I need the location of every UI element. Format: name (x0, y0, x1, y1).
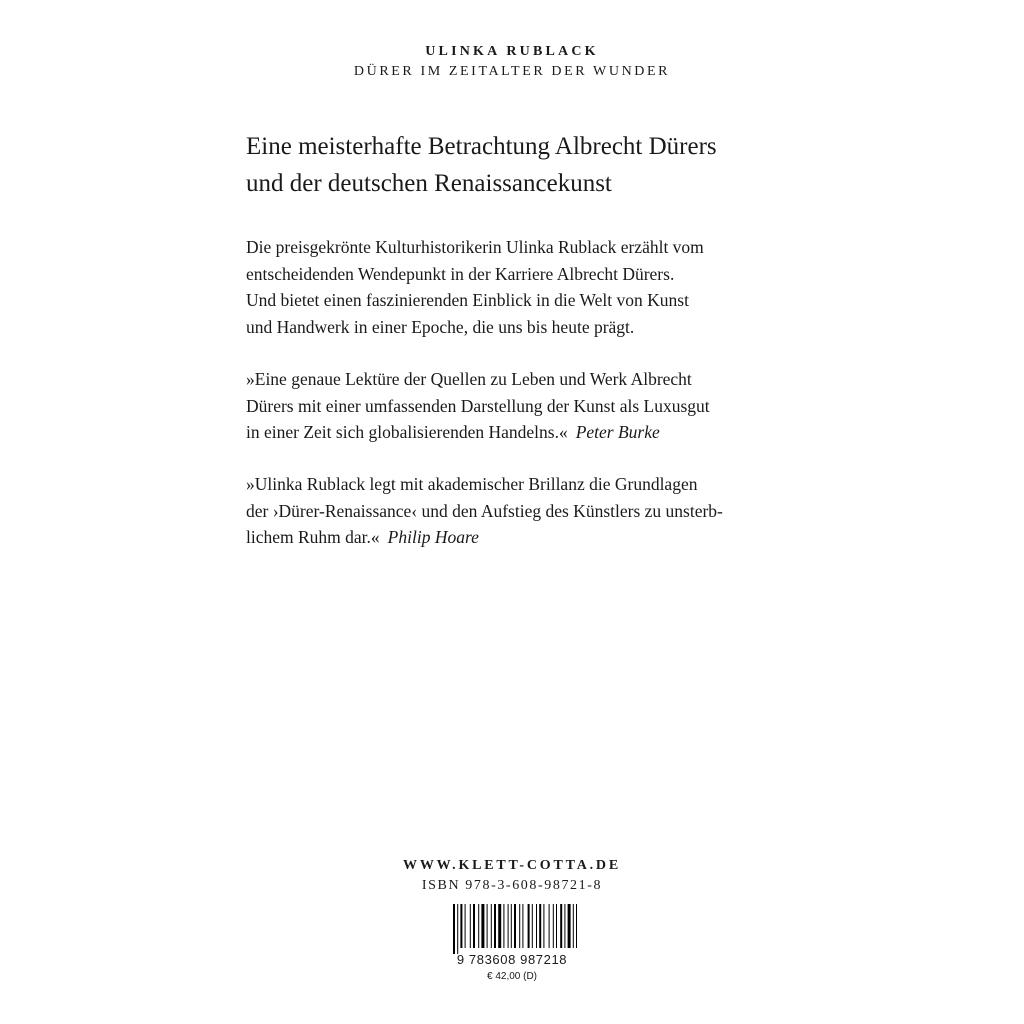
quote-line: Dürers mit einer umfassenden Darstellung der Kunst als Luxusgut (246, 395, 710, 416)
quote-author: Peter Burke (575, 422, 660, 442)
headline (246, 128, 806, 202)
book-title: DÜRER IM ZEITALTER DER WUNDER (353, 64, 671, 79)
barcode (442, 902, 582, 967)
description-line: und Handwerk in einer Epoche, die uns bis heute prägt. (246, 316, 635, 337)
back-cover-header (0, 42, 1024, 82)
headline-line-2: und der deutschen Renaissancekunst (246, 170, 612, 197)
quote-line: der ›Dürer-Renaissance‹ und den Aufstieg des Künstlers zu unsterb- (246, 500, 723, 521)
quote-philip-hoare (246, 471, 786, 551)
quote-line: in einer Zeit sich globalisierenden Handelns.« (246, 422, 568, 442)
quote-author: Philip Hoare (387, 527, 479, 547)
quote-line: »Eine genaue Lektüre der Quellen zu Leben und Werk Albrecht (246, 369, 692, 389)
headline-line-1: Eine meisterhafte Betrachtung Albrecht Dürers (246, 133, 717, 160)
publisher-website: WWW.KLETT-COTTA.DE (403, 858, 621, 873)
description-paragraph (246, 234, 786, 340)
price-label: € 42,00 (D) (486, 971, 538, 982)
description-line: Und bietet einen faszinierenden Einblick in die Welt von Kunst (246, 290, 689, 310)
barcode-digits: 9 783608 987218 (456, 952, 568, 967)
author-name: ULINKA RUBLACK (425, 44, 599, 59)
quote-peter-burke (246, 366, 786, 446)
barcode-icon (447, 902, 577, 954)
description-line: entscheidenden Wendepunkt in der Karriere Albrecht Dürers. (246, 263, 675, 284)
quote-line: lichem Ruhm dar.« (246, 527, 380, 547)
back-cover-footer (0, 856, 1024, 984)
isbn-label: ISBN 978-3-608-98721-8 (421, 878, 603, 893)
description-line: Die preisgekrönte Kulturhistorikerin Ulinka Rublack erzählt vom (246, 237, 704, 257)
quote-line: »Ulinka Rublack legt mit akademischer Brillanz die Grundlagen (246, 474, 698, 494)
